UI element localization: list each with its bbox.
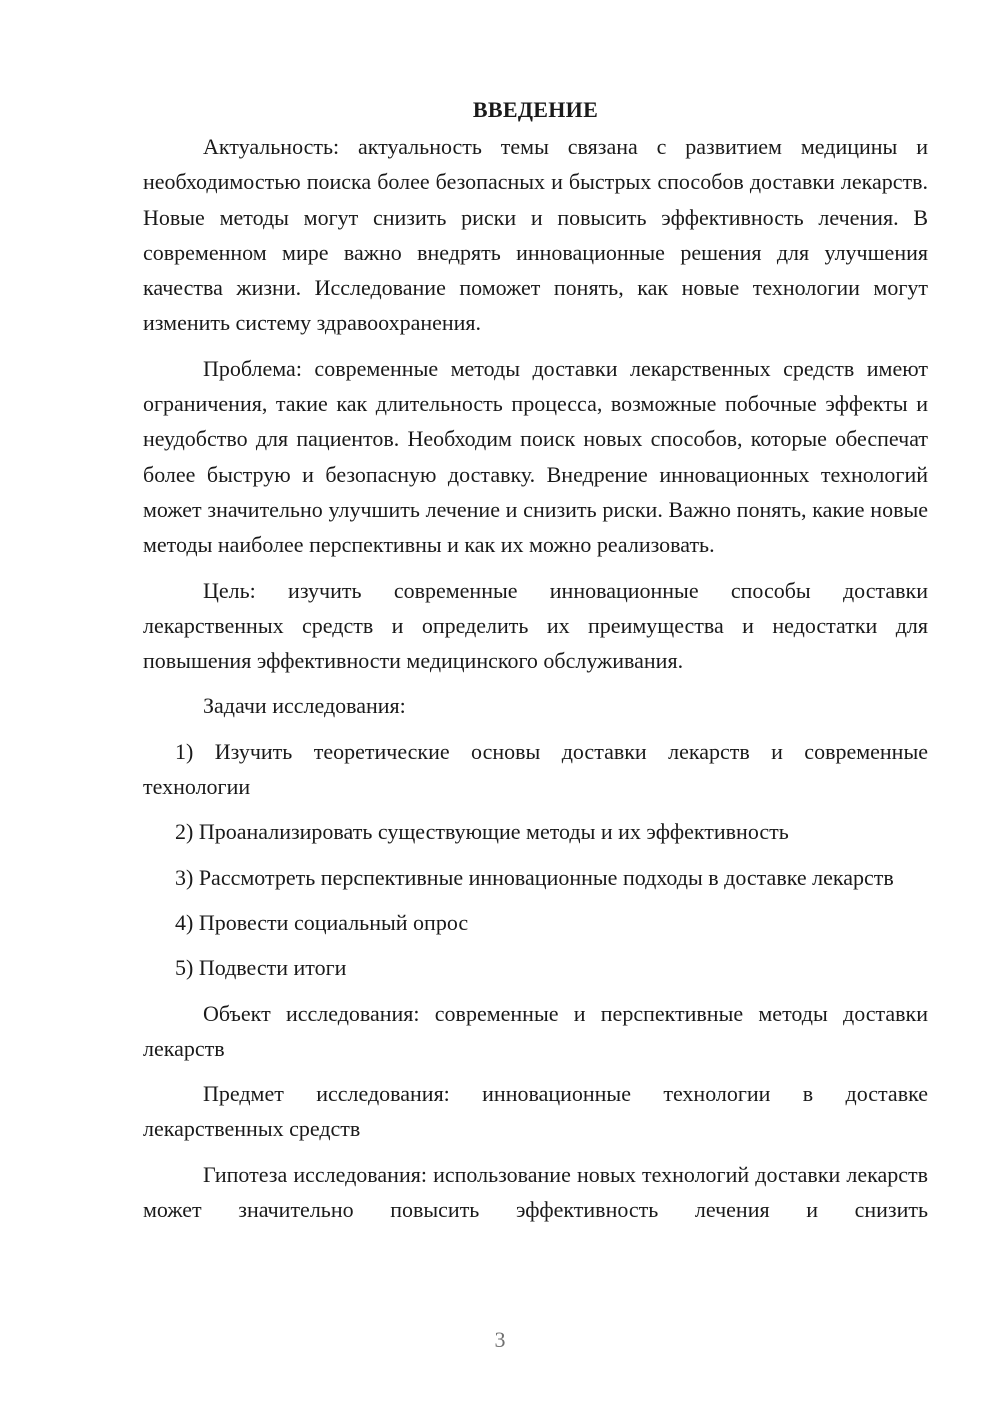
paragraph-subject: Предмет исследования: инновационные технологии в доставке лекарственных средств [143, 1081, 928, 1142]
paragraph-problem: Проблема: современные методы доставки лекарственных средств имеют ограничения, такие как длительность процесса, возможные побочные эффекты и неудобство для пациентов. Необходим поиск новых способов, которые обеспечат более быструю и безопасную доставку. Внедрение инновационных технологий может значительно улучшить лечение и снизить риски. Важно понять, какие новые методы наиболее перспективны и как их можно реализовать. [143, 355, 928, 558]
paragraph-relevance: Актуальность: актуальность темы связана с развитием медицины и необходимостью поиска более безопасных и быстрых способов доставки лекарств. Новые методы могут снизить риски и повысить эффективность лечения. В современном мире важно внедрять инновационные решения для улучшения качества жизни. Исследование поможет понять, как новые технологии могут изменить систему здравоохранения. [143, 134, 928, 336]
paragraph-goal: Цель: изучить современные инновационные способы доставки лекарственных средств и определить их преимущества и недостатки для повышения эффективности медицинского обслуживания. [143, 577, 928, 674]
task-item-4: 4) Провести социальный опрос [175, 909, 469, 935]
page-number: 3 [494, 1327, 506, 1352]
paragraph-tasks-heading: Задачи исследования: [203, 693, 406, 719]
document-page [143, 92, 928, 1237]
task-item-2: 2) Проанализировать существующие методы и их эффективность [175, 819, 789, 845]
section-title: ВВЕДЕНИЕ [472, 97, 599, 122]
paragraph-object: Объект исследования: современные и перспективные методы доставки лекарств [143, 1000, 928, 1061]
task-item-1: 1) Изучить теоретические основы доставки лекарств и современные технологии [143, 738, 928, 800]
task-item-5: 5) Подвести итоги [175, 955, 347, 981]
task-item-3: 3) Рассмотреть перспективные инновационные подходы в доставке лекарств [175, 864, 894, 890]
paragraph-hypothesis: Гипотеза исследования: использование новых технологий доставки лекарств может значительно повысить эффективность лечения и снизить [143, 1161, 928, 1223]
